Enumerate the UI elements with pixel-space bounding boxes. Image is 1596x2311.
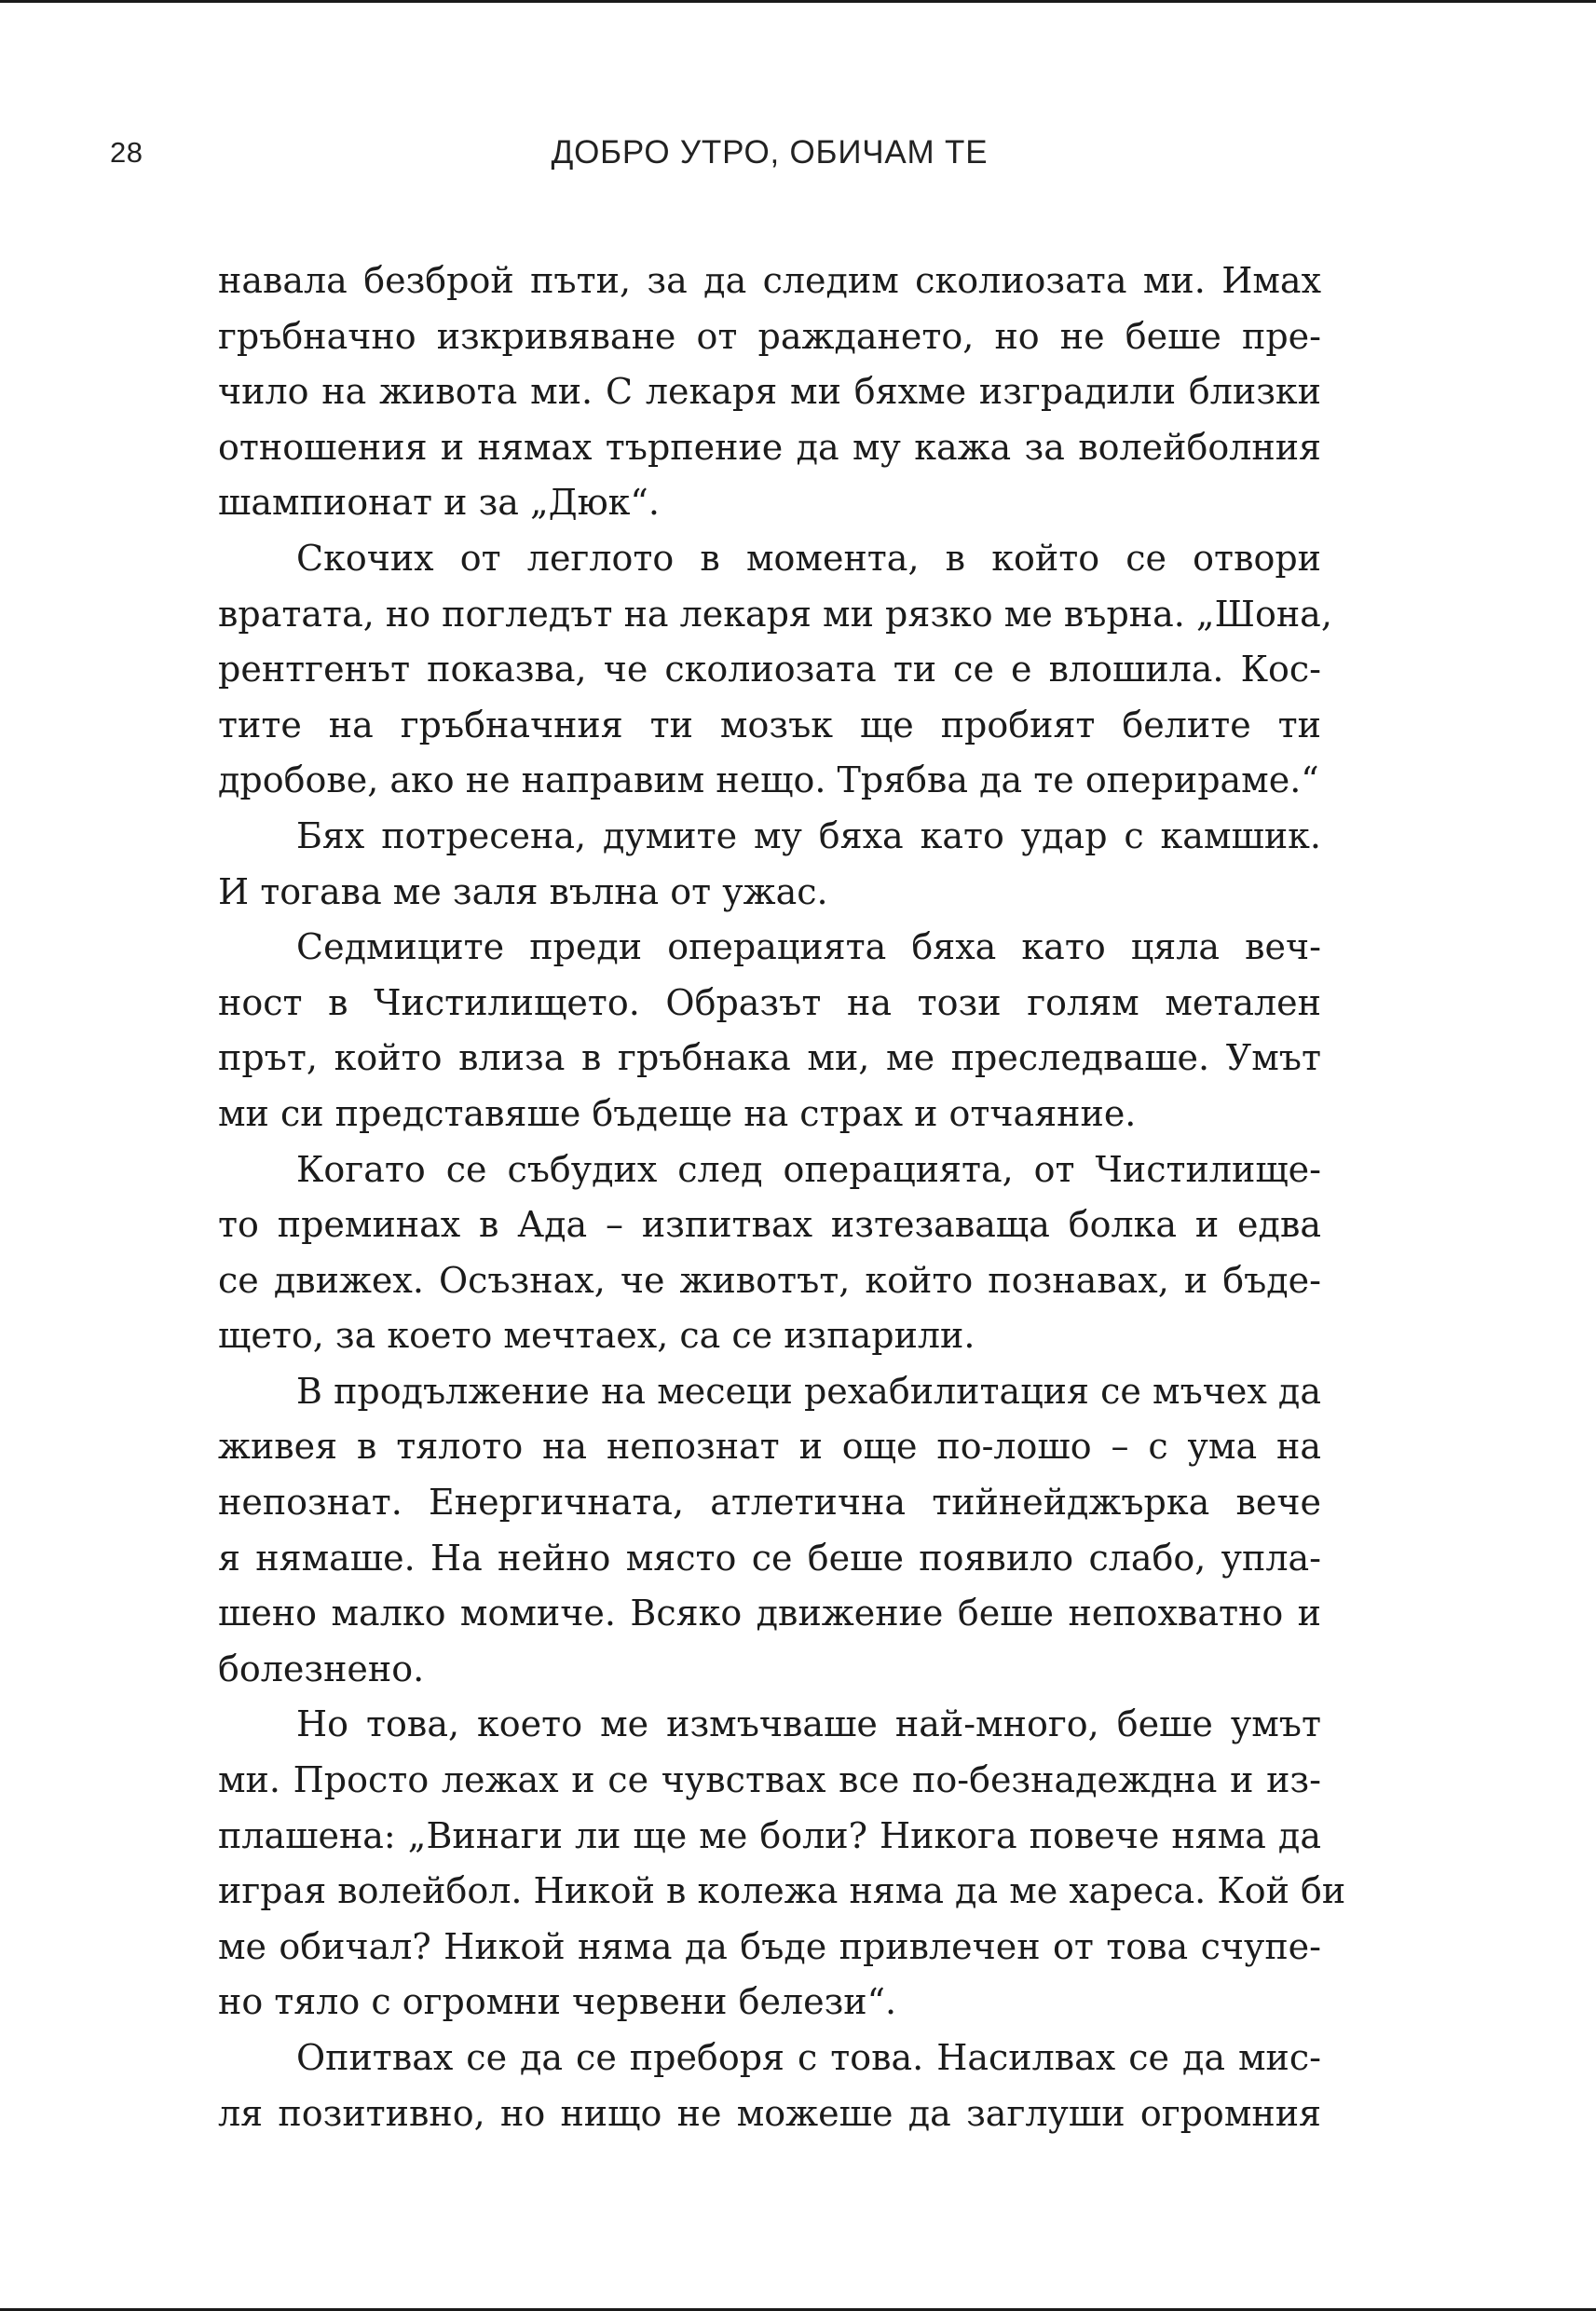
text-line: чило на живота ми. С лекаря ми бяхме изградили близки <box>218 371 1321 413</box>
text-line: плашена: „Винаги ли ще ме боли? Никога повече няма да <box>218 1814 1321 1856</box>
text-line: то преминах в Ада – изпитвах изтезаваща болка и едва <box>218 1204 1321 1246</box>
text-line: Бях потресена, думите му бяха като удар с камшик. <box>296 814 1321 856</box>
text-line: ля позитивно, но нищо не можеше да заглуши огромния <box>218 2092 1321 2134</box>
paragraph <box>218 1364 1321 1698</box>
paragraph <box>218 1142 1321 1364</box>
text-line: дробове, ако не направим нещо. Трябва да те оперираме.“ <box>218 759 1319 801</box>
paragraph <box>218 253 1321 531</box>
text-line: ме обичал? Никой няма да бъде привлечен от това счупе- <box>218 1925 1321 1967</box>
text-line: шено малко момиче. Всяко движение беше непохватно и <box>218 1593 1321 1634</box>
book-title: ДОБРО УТРО, ОБИЧАМ ТЕ <box>551 134 989 171</box>
text-line: играя волейбол. Никой в колежа няма да ме хареса. Кой би <box>218 1870 1346 1912</box>
paragraph <box>218 809 1321 920</box>
paragraph <box>218 2031 1321 2141</box>
text-line: гръбначно изкривяване от раждането, но не беше пре- <box>218 315 1321 357</box>
page-top-border <box>0 0 1596 3</box>
text-line: прът, който влиза в гръбнака ми, ме преследваше. Умът <box>218 1037 1321 1079</box>
text-line: живея в тялото на непознат и още по-лошо – с ума на <box>218 1426 1321 1468</box>
text-line: Но това, което ме измъчваше най-много, беше умът <box>296 1703 1321 1745</box>
text-line: рентгенът показва, че сколиозата ти се е влошила. Кос- <box>218 649 1321 691</box>
text-line: И тогава ме заля вълна от ужас. <box>218 870 828 912</box>
text-line: Скочих от леглото в момента, в който се отвори <box>296 537 1321 579</box>
text-line: Опитвах се да се преборя с това. Насилвах се да мис- <box>296 2037 1321 2078</box>
text-line: непознат. Енергичната, атлетична тийнейджърка вече <box>218 1482 1321 1524</box>
text-line: но тяло с огромни червени белези“. <box>218 1981 897 2023</box>
text-line: ност в Чистилището. Образът на този голям метален <box>218 981 1321 1023</box>
text-line: навала безброй пъти, за да следим сколиозата ми. Имах <box>218 260 1321 301</box>
text-line: я нямаше. На нейно място се беше появило слабо, упла- <box>218 1537 1321 1579</box>
text-line: се движех. Осъзнах, че животът, който познавах, и бъде- <box>218 1259 1321 1301</box>
text-line: шампионат и за „Дюк“. <box>218 482 660 524</box>
text-line: ми. Просто лежах и се чувствах все по-безнадеждна и из- <box>218 1759 1321 1801</box>
text-line: Когато се събудих след операцията, от Чистилище- <box>296 1148 1321 1190</box>
page-number: 28 <box>110 136 143 169</box>
text-line: В продължение на месеци рехабилитация се мъчех да <box>296 1370 1321 1412</box>
paragraph <box>218 531 1332 809</box>
text-line: вратата, но погледът на лекаря ми рязко ме върна. „Шона, <box>218 593 1332 635</box>
body-text <box>218 253 1346 2141</box>
paragraph <box>218 920 1321 1142</box>
text-line: Седмиците преди операцията бяха като цяла веч- <box>296 926 1321 968</box>
paragraph <box>218 1697 1346 2031</box>
running-head <box>0 132 1596 179</box>
text-line: щето, за което мечтаех, са се изпарили. <box>218 1315 975 1357</box>
text-line: ми си представяше бъдеще на страх и отчаяние. <box>218 1092 1137 1134</box>
text-line: отношения и нямах търпение да му кажа за волейболния <box>218 426 1321 468</box>
text-line: болезнено. <box>218 1648 425 1689</box>
text-line: тите на гръбначния ти мозък ще пробият белите ти <box>218 704 1321 745</box>
